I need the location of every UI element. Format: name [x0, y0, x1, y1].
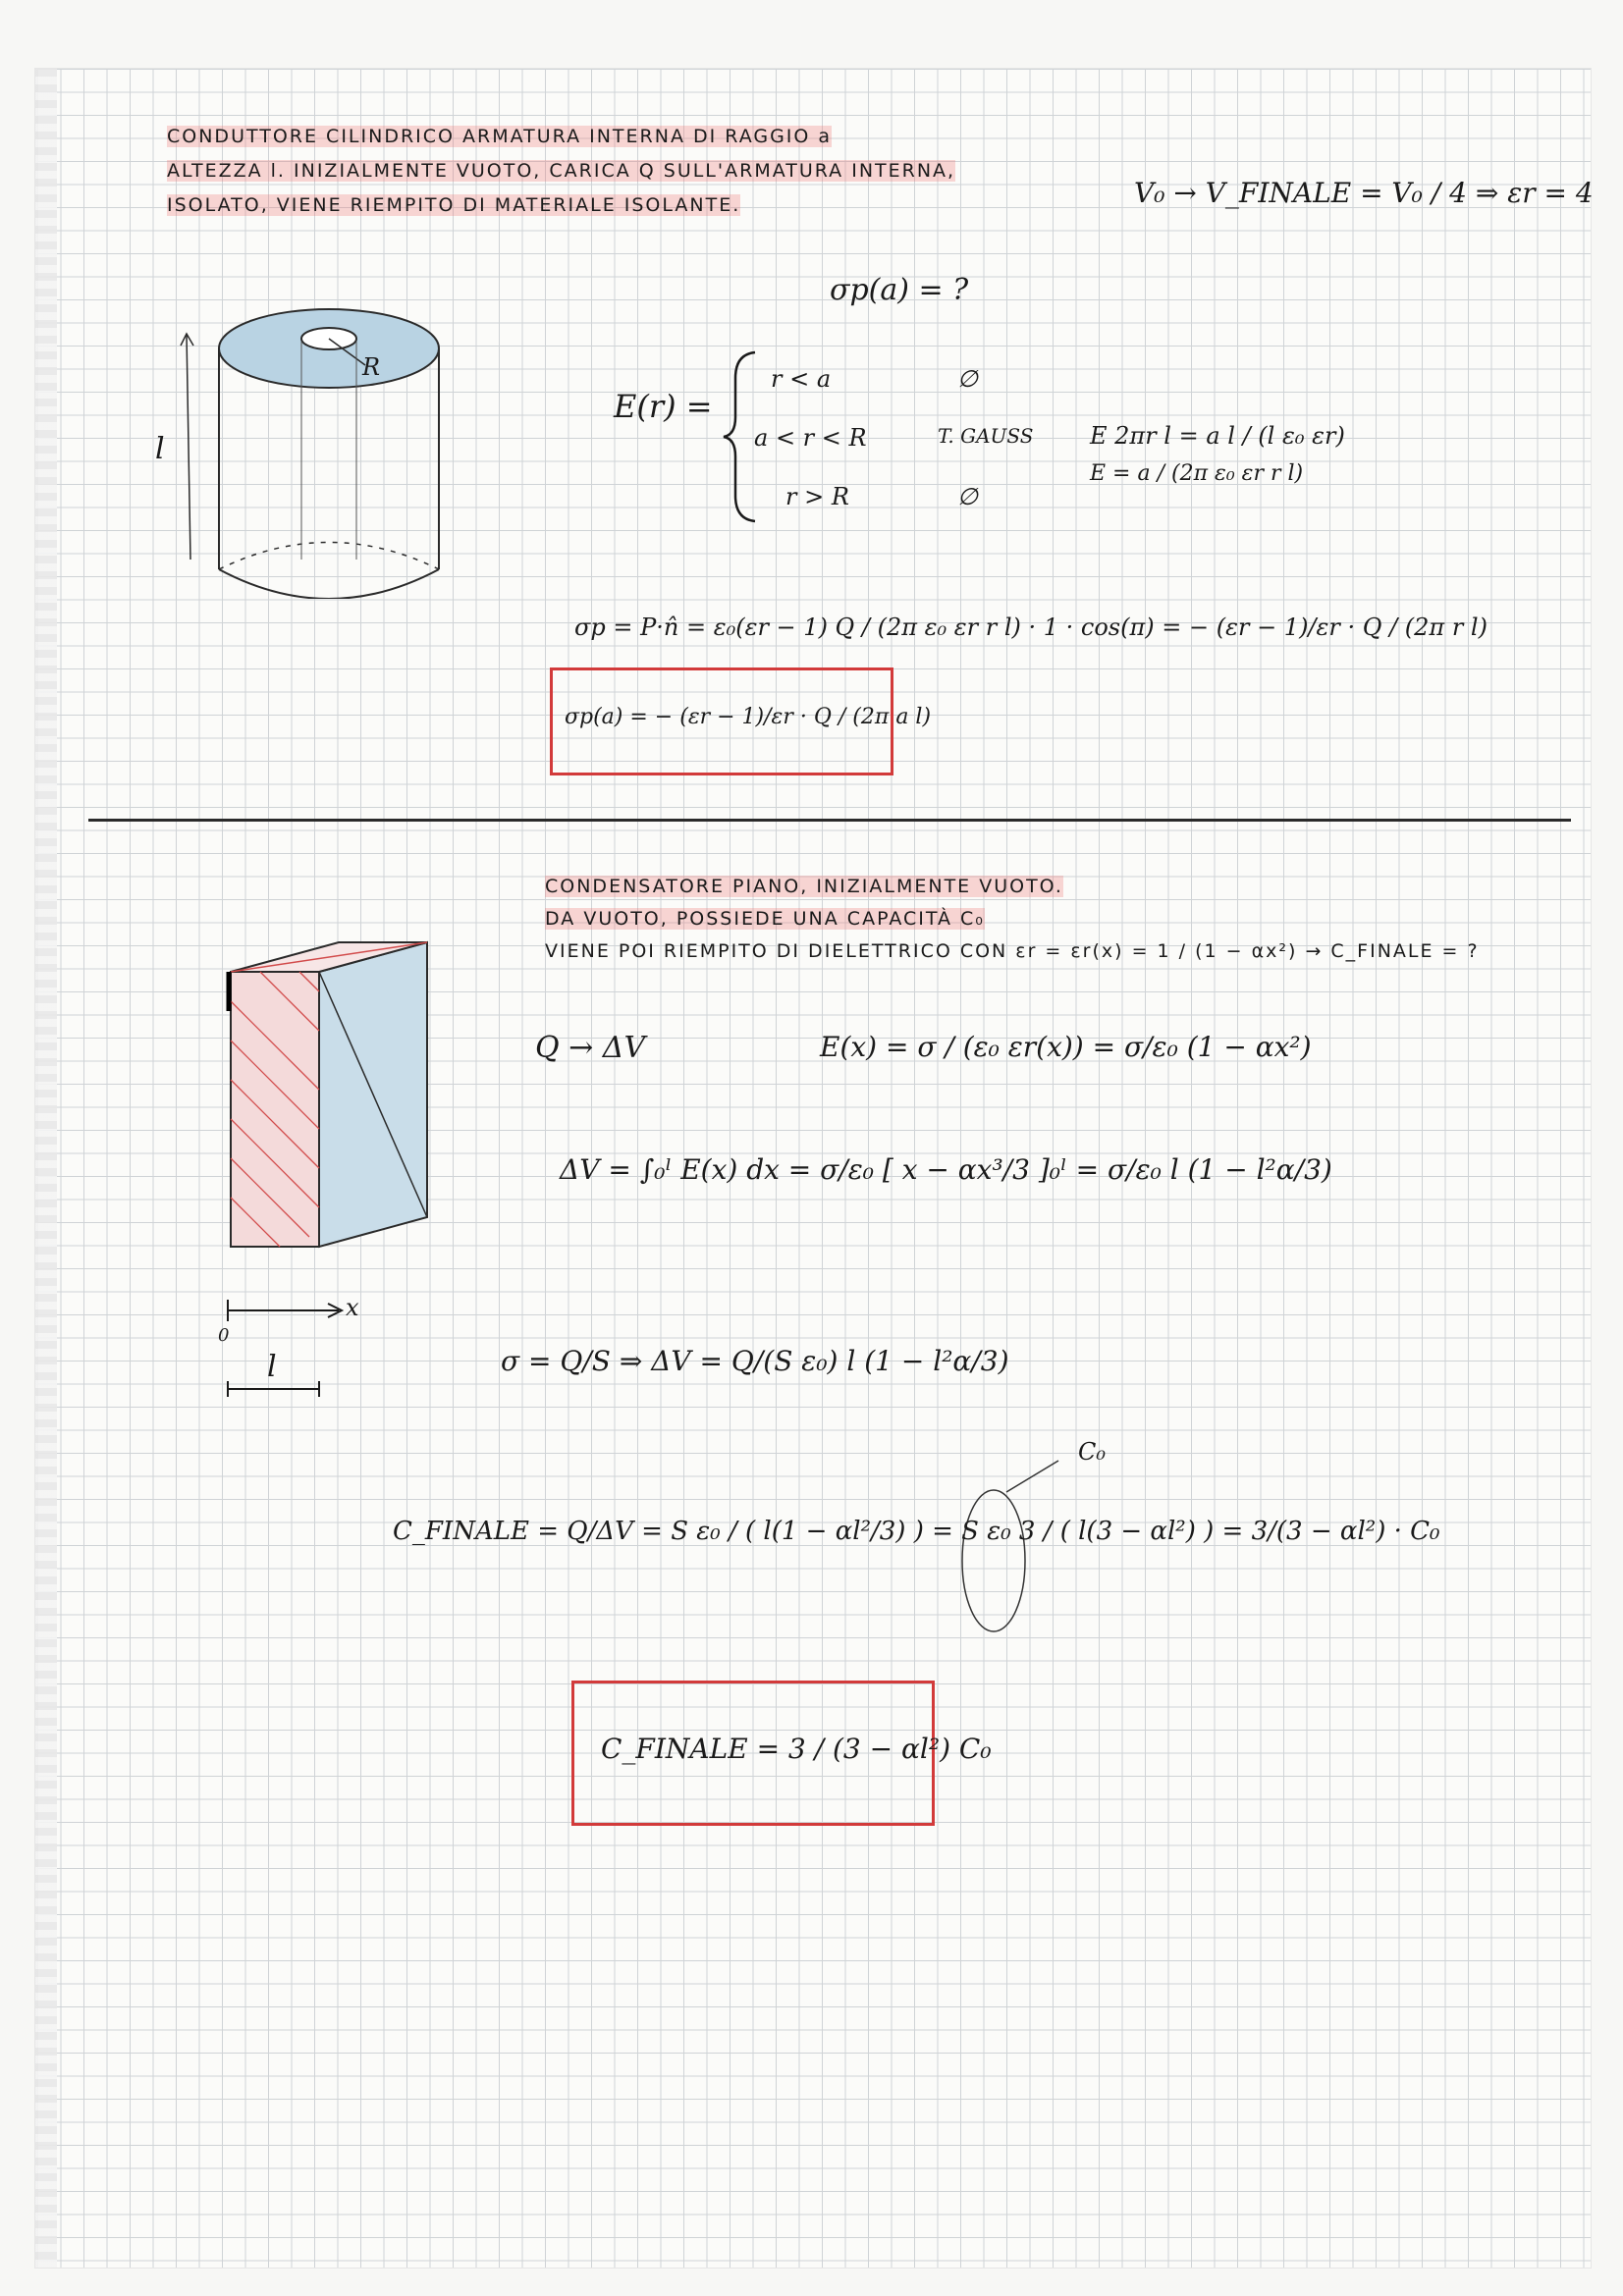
height-label: l — [155, 432, 165, 466]
field-equation: E(x) = σ / (ε₀ εr(x)) = σ/ε₀ (1 − αx²) — [820, 1031, 1312, 1063]
sigma-equation: σ = Q/S ⇒ ΔV = Q/(S ε₀) l (1 − l²α/3) — [501, 1345, 1009, 1377]
case3-condition: r > R — [785, 483, 849, 510]
case2-condition: a < r < R — [754, 424, 867, 452]
case1-value: ∅ — [957, 365, 978, 393]
case1-condition: r < a — [771, 365, 832, 393]
x-axis-arrow — [226, 1296, 353, 1325]
result-part2: C_FINALE = 3 / (3 − αl²) C₀ — [601, 1733, 992, 1765]
case3-value: ∅ — [957, 483, 978, 510]
polarization-equation: σp = P·n̂ = ε₀(εr − 1) Q / (2π ε₀ εr r l) · 1 · cos(π) = − (εr − 1)/εr · Q / (2π r l) — [574, 614, 1488, 641]
charge-to-dv: Q → ΔV — [535, 1031, 646, 1065]
part1-header-line3: ISOLATO, VIENE RIEMPITO DI MATERIALE ISOLANTE. — [167, 194, 741, 216]
part1-header-line2: ALTEZZA l. INIZIALMENTE VUOTO, CARICA Q SULL'ARMATURA INTERNA, — [167, 160, 956, 182]
origin-label: 0 — [218, 1325, 230, 1346]
voltage-relation: V₀ → V_FINALE = V₀ / 4 ⇒ εr = 4 — [1134, 177, 1594, 209]
section-divider — [88, 819, 1571, 822]
coaxial-cylinder-sketch — [177, 294, 442, 599]
part2-header-line3: VIENE POI RIEMPITO DI DIELETTRICO CON εr = εr(x) = 1 / (1 − αx²) → C_FINALE = ? — [545, 940, 1480, 962]
gauss-equation: E 2πr l = a l / (l ε₀ εr) — [1090, 422, 1345, 450]
part1-header-line1: CONDUTTORE CILINDRICO ARMATURA INTERNA DI RAGGIO a — [167, 126, 833, 147]
field-result: E = a / (2π ε₀ εr r l) — [1090, 461, 1304, 486]
radius-label: R — [362, 353, 381, 381]
part2-header-line1: CONDENSATORE PIANO, INIZIALMENTE VUOTO. — [545, 876, 1063, 897]
field-label: E(r) = — [614, 388, 713, 425]
length-label: l — [267, 1350, 277, 1384]
surface-charge-question: σp(a) = ? — [830, 273, 969, 307]
x-axis-label: x — [346, 1294, 359, 1321]
potential-difference-equation: ΔV = ∫₀ˡ E(x) dx = σ/ε₀ [ x − αx³/3 ]₀ˡ = σ/ε₀ l (1 − l²α/3) — [560, 1153, 1332, 1186]
circled-term-annotation — [952, 1453, 1060, 1659]
parallel-plate-capacitor-sketch — [221, 933, 447, 1256]
part2-header-line2: DA VUOTO, POSSIEDE UNA CAPACITÀ C₀ — [545, 908, 985, 930]
c0-annotation: C₀ — [1078, 1438, 1106, 1466]
capacitance-final-equation: C_FINALE = Q/ΔV = S ε₀ / ( l(1 − αl²/3) ) = S ε₀ 3 / ( l(3 − αl²) ) = 3/(3 − αl²) · C₀ — [393, 1517, 1440, 1546]
case2-value: T. GAUSS — [938, 424, 1034, 448]
page-binding-edge — [35, 69, 57, 2268]
result-part1: σp(a) = − (εr − 1)/εr · Q / (2π a l) — [565, 705, 932, 729]
